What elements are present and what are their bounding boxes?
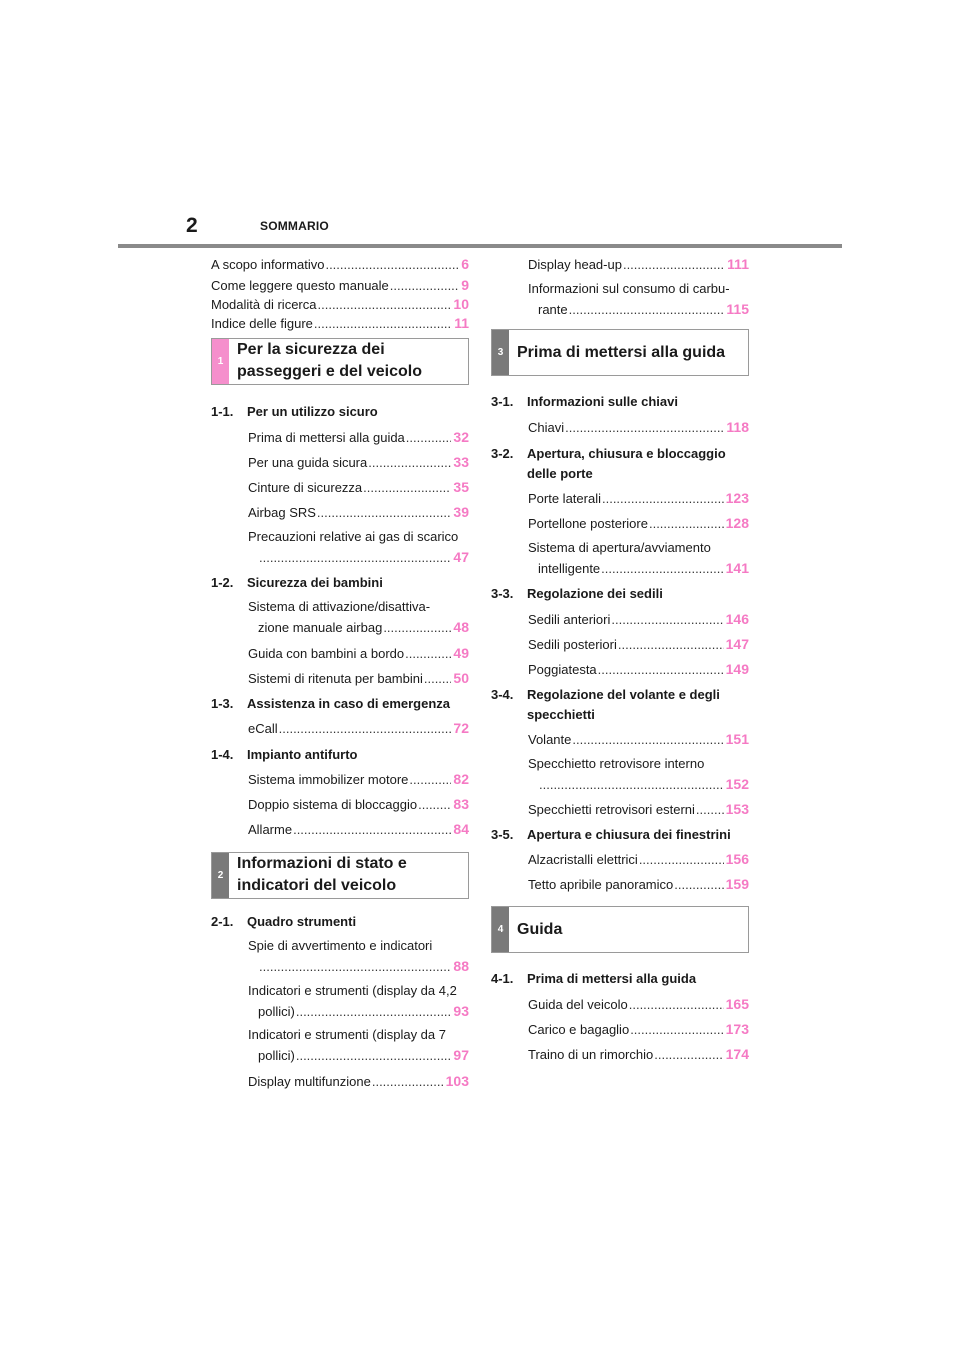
- toc-entry[interactable]: Sedili anteriori ..... 146: [528, 609, 749, 630]
- toc-entry[interactable]: Chiavi ..... 118: [528, 417, 749, 438]
- page-ref[interactable]: 50: [453, 670, 469, 686]
- entry-label: Indice delle figure: [211, 316, 313, 331]
- toc-entry[interactable]: Specchietti retrovisori esterni ..... 153: [528, 799, 749, 820]
- section-heading: 3-5. Apertura e chiusura dei finestrini: [491, 827, 731, 842]
- toc-entry[interactable]: Display multifunzione ..... 103: [248, 1071, 469, 1092]
- page-ref[interactable]: 10: [453, 296, 469, 312]
- chapter-title: passeggeri e del veicolo: [237, 363, 422, 380]
- toc-right-column: [491, 254, 749, 1069]
- page-ref[interactable]: 35: [453, 479, 469, 495]
- page-ref[interactable]: 174: [725, 1046, 749, 1062]
- chapter-2-header[interactable]: [211, 852, 469, 899]
- chapter-title: indicatori del veicolo: [237, 877, 397, 894]
- toc-entry[interactable]: pollici) ..... 97: [258, 1045, 469, 1066]
- toc-entry-line: Indicatori e strumenti (display da 4,2: [248, 983, 457, 998]
- entry-label: Modalità di ricerca: [211, 297, 317, 312]
- toc-entry[interactable]: Guida con bambini a bordo ..... 49: [248, 643, 469, 664]
- page-ref[interactable]: 72: [453, 720, 469, 736]
- page-ref[interactable]: 115: [726, 301, 749, 317]
- toc-entry[interactable]: Alzacristalli elettrici ..... 156: [528, 849, 749, 870]
- page-ref[interactable]: 11: [454, 315, 469, 331]
- toc-entry[interactable]: Porte laterali ..... 123: [528, 488, 749, 509]
- section-heading: 3-1. Informazioni sulle chiavi: [491, 394, 678, 409]
- toc-entry[interactable]: zione manuale airbag ..... 48: [258, 617, 469, 638]
- toc-entry[interactable]: [211, 275, 469, 296]
- entry-label: Come leggere questo manuale: [211, 278, 389, 293]
- toc-entry[interactable]: Prima di mettersi alla guida ..... 32: [248, 427, 469, 448]
- toc-entry[interactable]: Airbag SRS ..... 39: [248, 502, 469, 523]
- section-heading: 1-2. Sicurezza dei bambini: [211, 575, 383, 590]
- chapter-3-header[interactable]: [491, 329, 749, 376]
- toc-entry[interactable]: Cinture di sicurezza ..... 35: [248, 477, 469, 498]
- chapter-title: Guida: [517, 920, 563, 938]
- toc-entry-line: Spie di avvertimento e indicatori: [248, 938, 433, 953]
- toc-entry[interactable]: eCall ..... 72: [248, 718, 469, 739]
- toc-entry[interactable]: Doppio sistema di bloccaggio ..... 83: [248, 794, 469, 815]
- page-title: SOMMARIO: [260, 219, 329, 233]
- page-ref[interactable]: 47: [453, 549, 469, 565]
- section-heading-cont: specchietti: [527, 707, 595, 722]
- toc-entry[interactable]: [258, 956, 469, 977]
- page-ref[interactable]: 128: [725, 515, 749, 531]
- toc-entry[interactable]: [258, 547, 469, 568]
- page-ref[interactable]: 159: [725, 876, 749, 892]
- toc-entry[interactable]: Display head-up ..... 111: [528, 254, 749, 275]
- section-heading-cont: delle porte: [527, 466, 593, 481]
- page-ref[interactable]: 9: [461, 277, 469, 293]
- page-ref[interactable]: 39: [453, 504, 469, 520]
- page-ref[interactable]: 103: [445, 1073, 469, 1089]
- page-ref[interactable]: 156: [725, 851, 749, 867]
- chapter-tab: 2: [212, 853, 229, 898]
- entry-label: A scopo informativo: [211, 257, 325, 272]
- toc-entry-line: Sistema di attivazione/disattiva-: [248, 599, 431, 614]
- toc-entry[interactable]: [211, 294, 469, 315]
- toc-entry[interactable]: Volante ..... 151: [528, 729, 749, 750]
- page-ref[interactable]: 141: [725, 560, 749, 576]
- page-ref[interactable]: 147: [725, 636, 749, 652]
- page-ref[interactable]: 6: [461, 256, 469, 272]
- section-heading: 3-4. Regolazione del volante e degli: [491, 687, 720, 702]
- page-ref[interactable]: 153: [725, 801, 749, 817]
- chapter-tab: 3: [492, 330, 509, 375]
- chapter-title: Informazioni di stato e: [237, 855, 407, 872]
- chapter-title: Prima di mettersi alla guida: [517, 343, 726, 361]
- page-ref[interactable]: 146: [725, 611, 749, 627]
- section-heading: 1-3. Assistenza in caso di emergenza: [211, 696, 451, 711]
- chapter-tab: 1: [212, 339, 229, 384]
- page-ref[interactable]: 149: [725, 661, 749, 677]
- section-heading: 3-2. Apertura, chiusura e bloccaggio: [491, 446, 726, 461]
- toc-entry[interactable]: [211, 254, 469, 275]
- chapter-title: Per la sicurezza dei: [237, 341, 385, 358]
- toc-entry-line: Indicatori e strumenti (display da 7: [248, 1027, 446, 1042]
- toc-entry[interactable]: intelligente ..... 141: [538, 558, 749, 579]
- toc-entry[interactable]: Guida del veicolo ..... 165: [528, 994, 749, 1015]
- page-ref[interactable]: 173: [725, 1021, 749, 1037]
- page-ref[interactable]: 82: [453, 771, 469, 787]
- toc-entry[interactable]: [211, 313, 469, 334]
- toc-entry-line: Informazioni sul consumo di carbu-: [528, 281, 730, 296]
- toc-entry[interactable]: Traino di un rimorchio ..... 174: [528, 1044, 749, 1065]
- toc-entry[interactable]: Per una guida sicura ..... 33: [248, 452, 469, 473]
- toc-entry[interactable]: rante ..... 115: [538, 299, 749, 320]
- section-heading: 2-1. Quadro strumenti: [211, 914, 357, 929]
- toc-entry[interactable]: Allarme ..... 84: [248, 819, 469, 840]
- toc-entry[interactable]: Sedili posteriori ..... 147: [528, 634, 749, 655]
- page-ref[interactable]: 88: [453, 958, 469, 974]
- toc-entry[interactable]: [538, 774, 749, 795]
- page-ref[interactable]: 152: [725, 776, 749, 792]
- page-ref[interactable]: 118: [726, 419, 749, 435]
- toc-entry[interactable]: Tetto apribile panoramico ..... 159: [528, 874, 749, 895]
- chapter-tab: 4: [492, 907, 509, 952]
- page-ref[interactable]: 111: [727, 256, 749, 272]
- page-number: 2: [186, 214, 198, 237]
- toc-entry[interactable]: Sistemi di ritenuta per bambini ..... 50: [248, 668, 469, 689]
- section-heading: 1-4. Impianto antifurto: [211, 747, 358, 762]
- toc-entry[interactable]: Carico e bagaglio ..... 173: [528, 1019, 749, 1040]
- toc-entry-line: Precauzioni relative ai gas di scarico: [248, 529, 459, 544]
- page-ref[interactable]: 84: [453, 821, 469, 837]
- toc-entry[interactable]: pollici) ..... 93: [258, 1001, 469, 1022]
- page-ref[interactable]: 151: [725, 731, 749, 747]
- page-ref[interactable]: 123: [725, 490, 749, 506]
- page-ref[interactable]: 32: [453, 429, 469, 445]
- page-ref[interactable]: 97: [453, 1047, 469, 1063]
- header-divider: [118, 244, 842, 248]
- toc-entry[interactable]: Poggiatesta ..... 149: [528, 659, 749, 680]
- chapter-1-header[interactable]: [211, 338, 469, 385]
- page-ref[interactable]: 83: [453, 796, 469, 812]
- page-ref[interactable]: 33: [453, 454, 469, 470]
- section-heading: 4-1. Prima di mettersi alla guida: [491, 971, 697, 986]
- toc-entry-line: Specchietto retrovisore interno: [528, 756, 705, 771]
- section-heading: 3-3. Regolazione dei sedili: [491, 586, 663, 601]
- page-ref[interactable]: 48: [453, 619, 469, 635]
- page-ref[interactable]: 165: [725, 996, 749, 1012]
- chapter-4-header[interactable]: [491, 906, 749, 953]
- page-ref[interactable]: 49: [453, 645, 469, 661]
- toc-left-column: [211, 254, 469, 1096]
- page-ref[interactable]: 93: [453, 1003, 469, 1019]
- section-heading: 1-1. Per un utilizzo sicuro: [211, 404, 378, 419]
- toc-entry[interactable]: Portellone posteriore ..... 128: [528, 513, 749, 534]
- toc-entry[interactable]: Sistema immobilizer motore ..... 82: [248, 769, 469, 790]
- toc-entry-line: Sistema di apertura/avviamento: [528, 540, 711, 555]
